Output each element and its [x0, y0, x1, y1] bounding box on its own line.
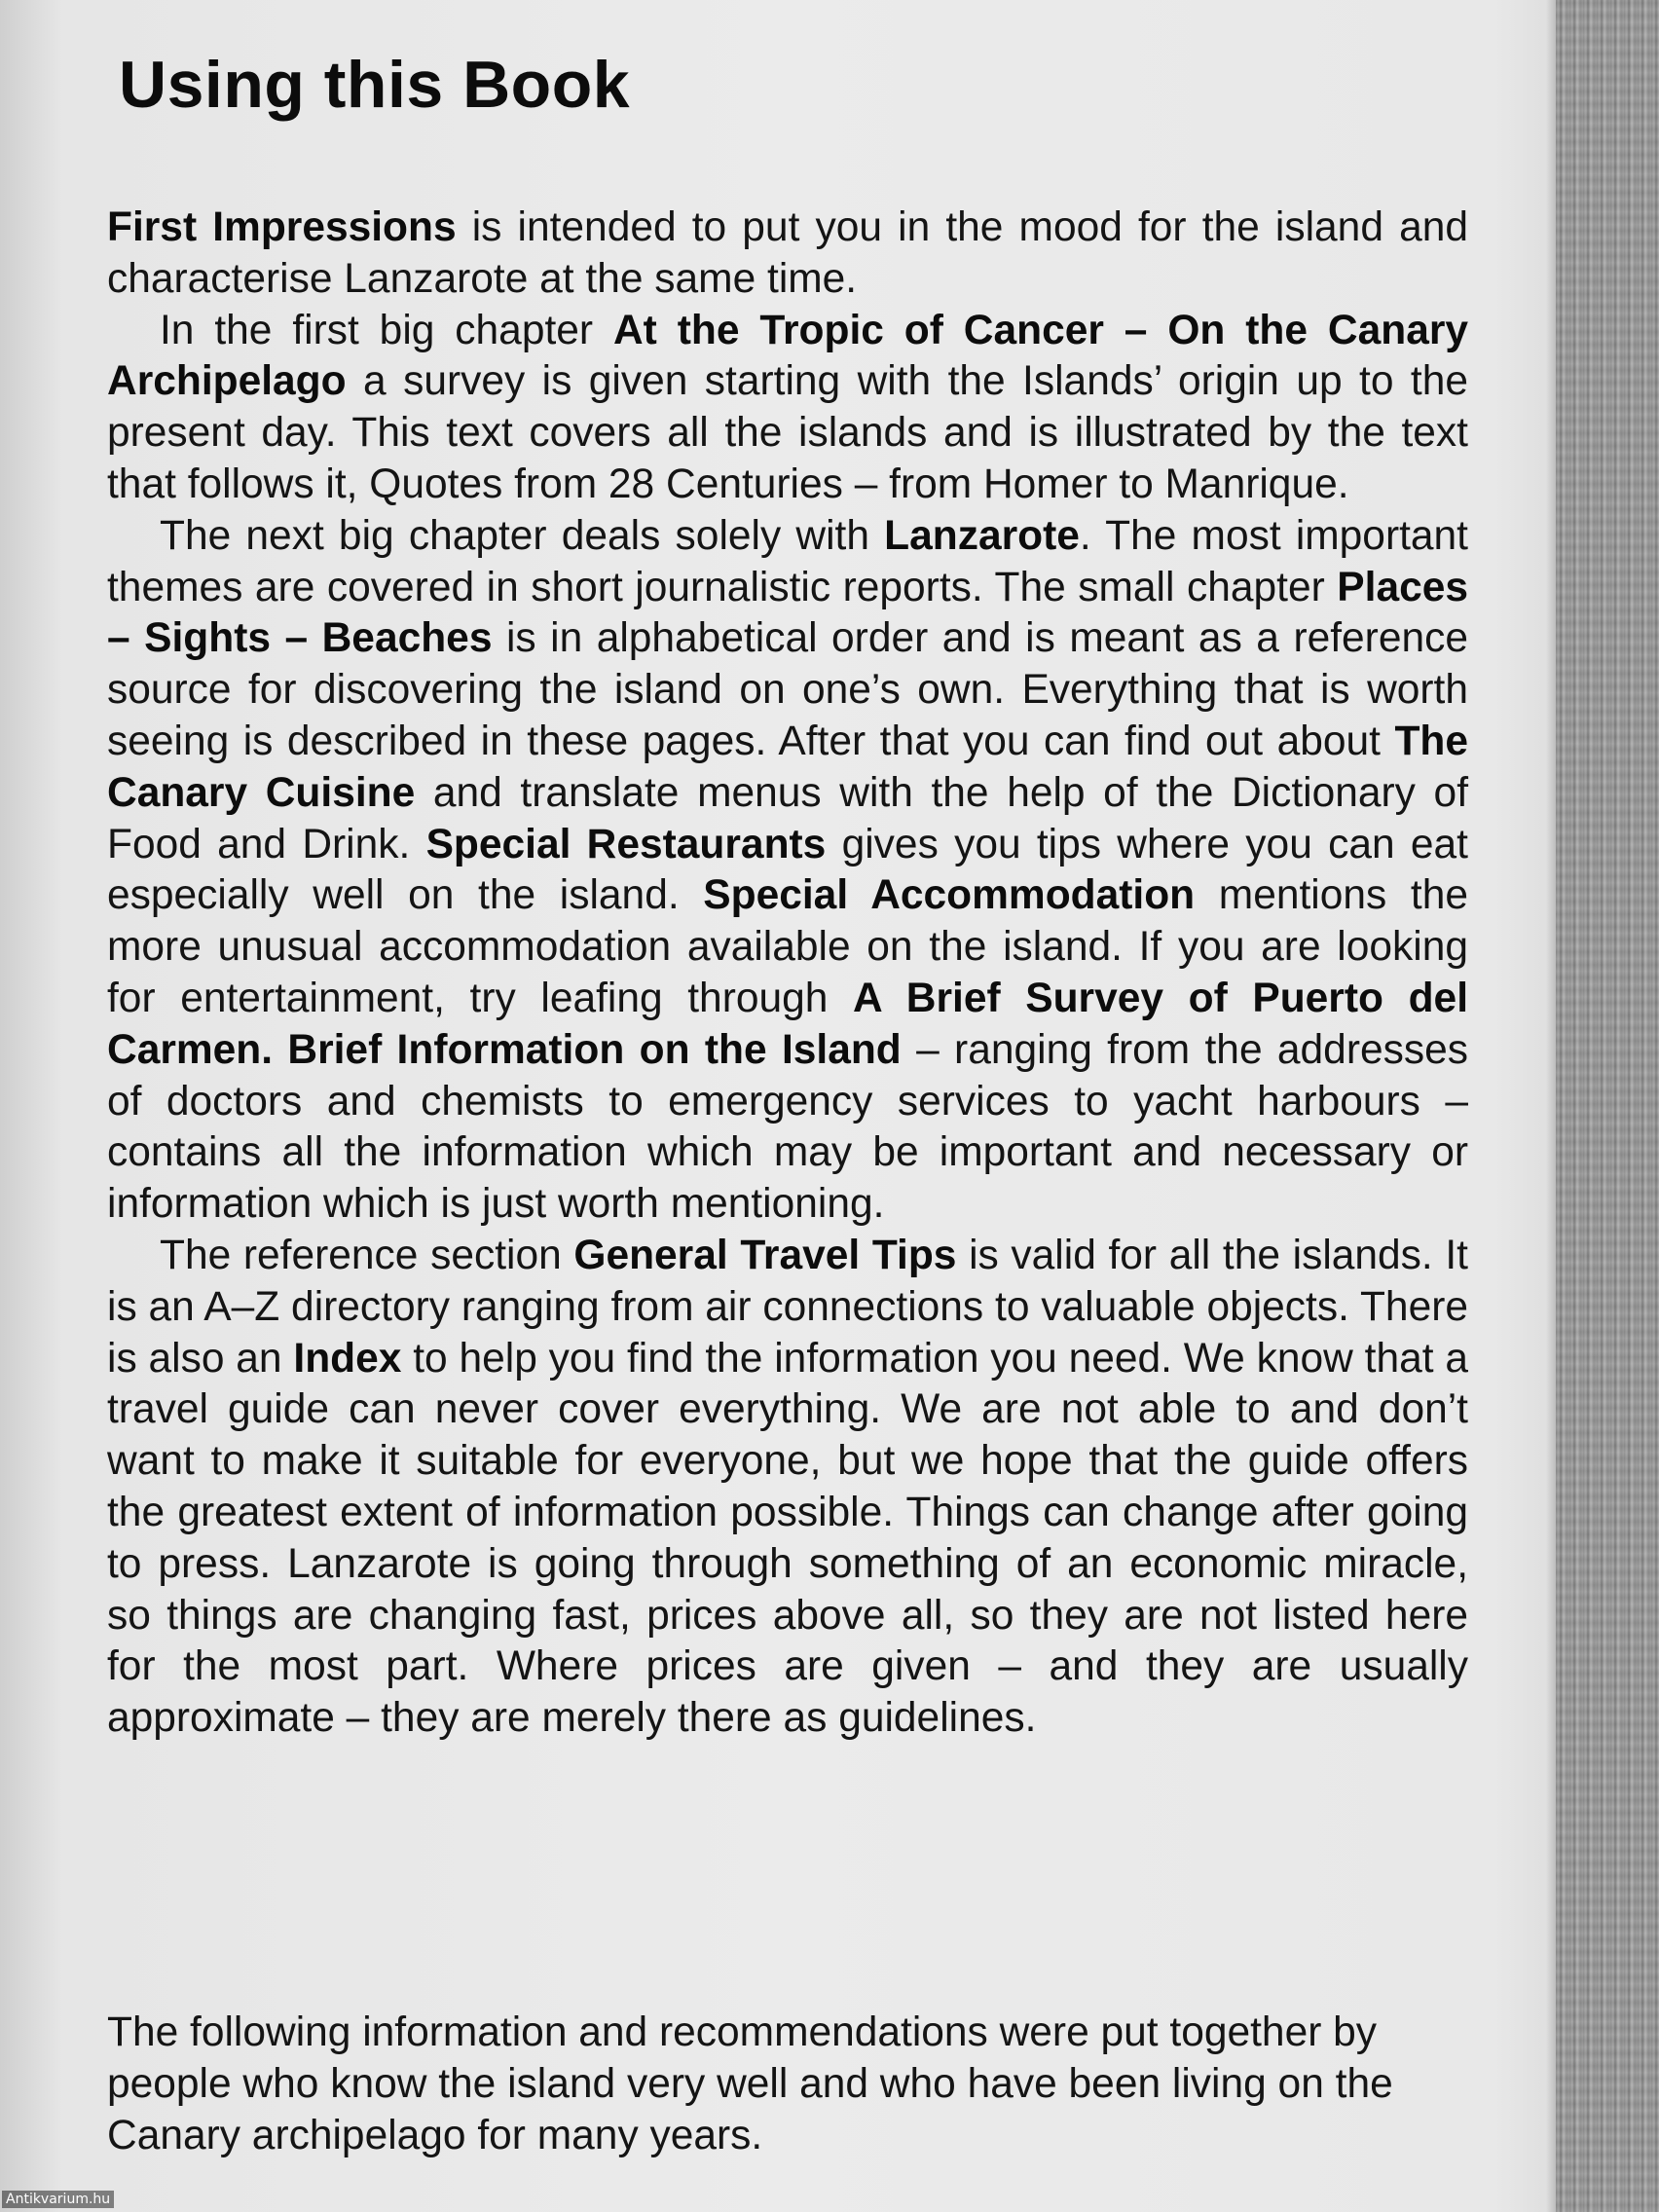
run-3-3: . The most important themes are covered in short journalistic reports. The small chapter [107, 512, 1468, 610]
run-2-3: a survey is given starting with the Islands’ origin up to the present day. This text covers all the islands and is illustrated by the text that follows it, Quotes from 28 Centuries – from Homer to Manrique. [107, 358, 1468, 507]
run-4-2: General Travel Tips [573, 1232, 957, 1278]
run-3-7: and translate menus with the help of the Dictionary of Food and Drink. [107, 769, 1469, 867]
closing-paragraph: The following information and recommendations were put together by people who know the island very well and who have been living on the Canary archipelago for many years. [107, 2009, 1393, 2158]
run-4-3: is valid for all the islands. It is an A–Z directory ranging from air connections to valuable objects. There is also an [107, 1232, 1468, 1382]
watermark-label: Antikvarium.hu [2, 2191, 114, 2208]
run-3-12: A Brief Survey of Puerto del Carmen. Brief Information on the Island [107, 975, 1468, 1073]
run-3-2: Lanzarote [884, 512, 1080, 559]
run-3-8: Special Restaurants [425, 821, 827, 867]
page-title: Using this Book [119, 48, 631, 122]
run-2-1: In the first big chapter [160, 307, 613, 353]
run-3-13: – ranging from the addresses of doctors and chemists to emergency services to yacht harbours – contains all the information which may be important and necessary or information which is just worth mentioning. [107, 1026, 1468, 1228]
run-3-5: is in alphabetical order and is meant as a reference source for discovering the island on one’s own. Everything that is worth seeing is described in these pages. After that you can find out about [107, 615, 1468, 764]
run-4-5: to help you find the information you need. We know that a travel guide can never cover everything. We are not able to and don’t want to make it suitable for everyone, but we hope that the guide offers the greatest extent of information possible. Things can change after going to press. Lanzarote is going through something of an economic miracle, so things are changing fast, prices above all, so they are not listed here for the most part. Where prices are given – and they are usually approximate – they are merely there as guidelines. [107, 1335, 1468, 1742]
run-3-10: Special Accommodation [703, 872, 1196, 919]
run-2-2: At the Tropic of Cancer – On the Canary Archipelago [107, 307, 1468, 405]
run-4-1: The reference section [160, 1232, 574, 1278]
paragraph-4 [107, 1231, 1468, 1745]
run-3-6: The Canary Cuisine [107, 718, 1468, 816]
paragraph-3 [107, 511, 1468, 1231]
body-text [107, 203, 1468, 1745]
paragraph-1 [107, 203, 1468, 306]
run-4-4: Index [293, 1335, 402, 1382]
run-1-2: is intended to put you in the mood for the island and characterise Lanzarote at the same time. [107, 204, 1468, 302]
run-3-1: The next big chapter deals solely with [160, 512, 885, 559]
paragraph-2 [107, 306, 1468, 511]
run-3-11: mentions the more unusual accommodation available on the island. If you are looking for entertainment, try leafing through [107, 872, 1468, 1021]
book-page-edges [1556, 0, 1659, 2212]
run-1-1: First Impressions [107, 204, 457, 250]
run-3-9: gives you tips where you can eat especially well on the island. [107, 821, 1468, 919]
run-3-4: Places – Sights – Beaches [107, 564, 1468, 662]
